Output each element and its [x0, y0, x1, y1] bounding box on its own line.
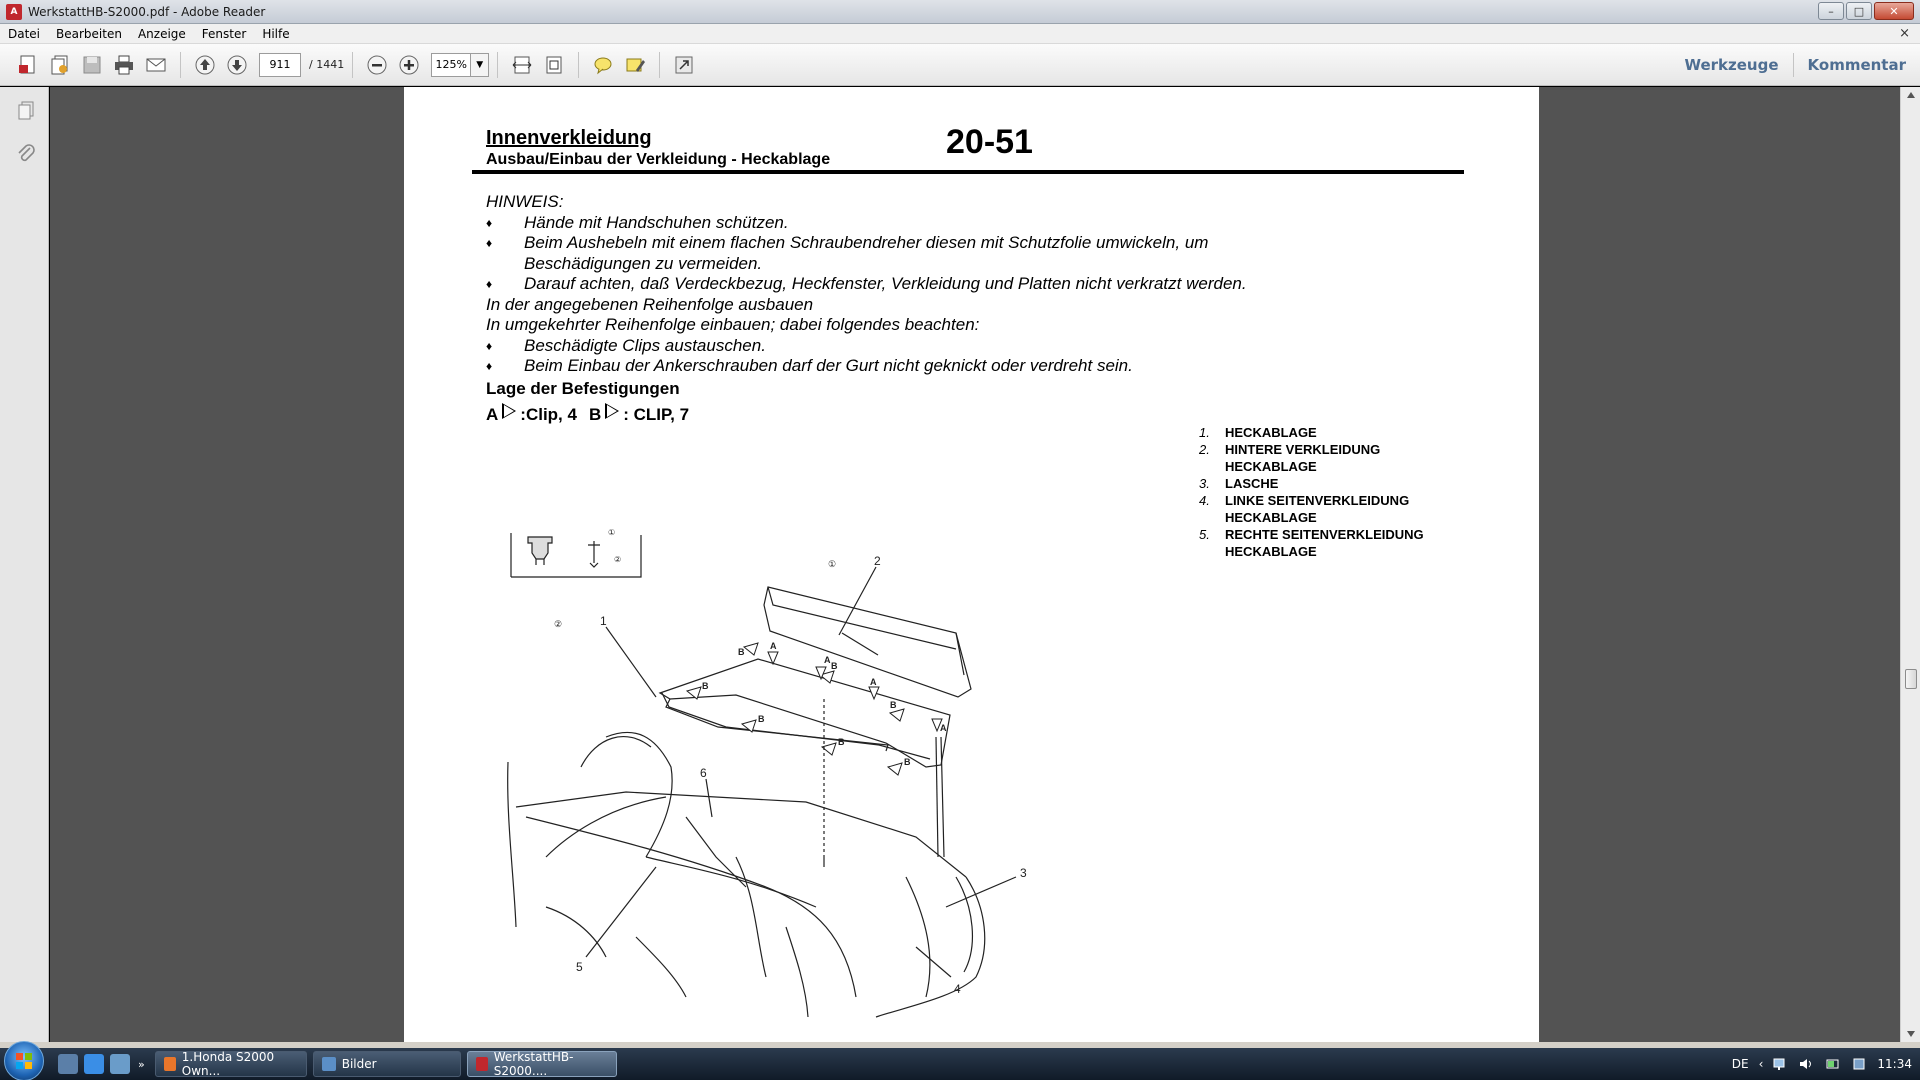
legend-item — [1199, 475, 1445, 492]
clip-icons-box — [511, 528, 641, 577]
diagram-circled-label: ① — [608, 528, 616, 537]
switch-windows-icon[interactable] — [110, 1054, 130, 1074]
close-document-button[interactable]: × — [1899, 26, 1910, 41]
legend-number: 5. — [1199, 527, 1210, 542]
note-line — [486, 315, 1386, 336]
pdf-page — [404, 87, 1539, 1042]
note-line — [486, 295, 1386, 316]
save-icon — [81, 54, 103, 76]
scroll-up-button[interactable] — [1901, 87, 1920, 103]
quicklaunch-overflow[interactable]: » — [138, 1057, 145, 1071]
triangle-marker-icon — [605, 403, 619, 419]
diagram-callout: 6 — [700, 766, 707, 780]
firefox-icon — [164, 1057, 176, 1071]
next-page-button[interactable] — [223, 51, 251, 79]
triangle-up-icon — [1907, 92, 1915, 98]
highlight-button[interactable] — [621, 51, 649, 79]
vertical-scrollbar[interactable] — [1900, 87, 1920, 1042]
menubar — [0, 24, 1920, 44]
bullet-icon: ♦ — [486, 215, 493, 230]
highlight-pen-icon — [624, 54, 646, 76]
taskbar-item[interactable] — [155, 1051, 307, 1077]
zoom-level-input[interactable]: 125% — [431, 53, 471, 77]
diagram-clip-label: B — [831, 661, 838, 671]
scrollbar-thumb[interactable] — [1905, 669, 1917, 689]
zoom-out-button[interactable] — [363, 51, 391, 79]
show-desktop-icon[interactable] — [58, 1054, 78, 1074]
scroll-down-button[interactable] — [1901, 1026, 1920, 1042]
taskbar-item-label: Bilder — [341, 1057, 377, 1071]
fit-width-icon — [511, 54, 533, 76]
combine-files-icon — [49, 54, 71, 76]
triangle-down-icon — [1907, 1031, 1915, 1037]
diagram-clip-label: A — [824, 655, 831, 665]
fasteners-heading: Lage der Befestigungen — [486, 379, 680, 398]
clip-b-label: B — [588, 405, 602, 424]
note-text: In umgekehrter Reihenfolge einbauen; dabei folgendes beachten: — [486, 315, 980, 334]
pages-icon — [16, 100, 36, 122]
adobe-reader-icon: A — [6, 4, 22, 20]
taskbar-item-label: WerkstattHB-S2000.... — [493, 1050, 574, 1078]
diagram-circled-label: ② — [554, 619, 563, 629]
diagram-clip-label: A — [940, 723, 947, 733]
legend-item — [1199, 526, 1445, 560]
minus-circle-icon — [366, 54, 388, 76]
diagram-clip-label: B — [904, 757, 911, 767]
internet-explorer-icon[interactable] — [84, 1054, 104, 1074]
toolbar-separator — [578, 52, 579, 78]
combine-files-button[interactable] — [46, 51, 74, 79]
bullet-icon: ♦ — [486, 236, 493, 250]
tray-expand-button[interactable]: ‹ — [1758, 1057, 1764, 1071]
note-text: Beim Aushebeln mit einem flachen Schraubendreher diesen mit Schutzfolie umwickeln, um — [524, 233, 1209, 252]
note-text: Beim Einbau der Ankerschrauben darf der Gurt nicht geknickt oder verdreht sein. — [524, 356, 1133, 375]
section-title: Innenverkleidung — [486, 127, 652, 149]
window-titlebar — [0, 0, 1920, 24]
comment-panel-link[interactable]: Kommentar — [1807, 56, 1906, 74]
email-icon — [145, 54, 167, 76]
clock[interactable]: 11:34 — [1877, 1057, 1912, 1071]
fit-page-button[interactable] — [540, 51, 568, 79]
clip-b-text: : CLIP, 7 — [623, 405, 690, 424]
diagram-circled-label: ① — [828, 559, 837, 569]
triangle-marker-icon — [502, 403, 516, 419]
clip-a-label: A — [486, 405, 499, 424]
fit-width-button[interactable] — [508, 51, 536, 79]
language-indicator[interactable]: DE — [1731, 1057, 1749, 1071]
start-button[interactable] — [4, 1041, 44, 1080]
bullet-icon: ♦ — [486, 359, 493, 373]
power-icon[interactable] — [1825, 1057, 1841, 1071]
previous-page-button[interactable] — [191, 51, 219, 79]
toolbar-separator — [180, 52, 181, 78]
legend-number: 2. — [1199, 442, 1210, 457]
minimize-button[interactable]: – — [1818, 2, 1844, 20]
zoom-dropdown-button[interactable]: ▼ — [471, 53, 489, 77]
diagram-clip-label: B — [738, 647, 745, 657]
fullscreen-button[interactable] — [670, 51, 698, 79]
page-thumbnails-button[interactable] — [12, 97, 40, 125]
note-line — [486, 356, 1386, 377]
rear-shelf-diagram — [486, 437, 1046, 1027]
note-text: HINWEIS: — [486, 192, 564, 211]
note-line — [486, 254, 1386, 275]
toolbar-separator — [352, 52, 353, 78]
menu-fenster[interactable]: Fenster — [201, 26, 247, 41]
diagram-callout: 5 — [576, 960, 583, 974]
plus-circle-icon — [398, 54, 420, 76]
legend-text: HECKABLAGE — [1225, 425, 1317, 440]
network-icon[interactable] — [1773, 1057, 1789, 1071]
expand-icon — [673, 54, 695, 76]
clip-key — [486, 403, 689, 427]
diagram-circled-label: ② — [614, 555, 622, 564]
legend-item — [1199, 492, 1445, 526]
arrow-down-icon — [226, 54, 248, 76]
adobe-reader-icon — [476, 1057, 488, 1071]
menu-anzeige[interactable]: Anzeige — [137, 26, 186, 41]
diagram-clip-label: B — [758, 714, 765, 724]
print-button[interactable] — [110, 51, 138, 79]
menu-bearbeiten[interactable]: Bearbeiten — [56, 26, 122, 41]
save-button[interactable] — [78, 51, 106, 79]
toolbar — [0, 44, 1920, 86]
note-line — [486, 192, 1386, 213]
document-viewport[interactable] — [50, 87, 1900, 1042]
paperclip-icon — [16, 142, 36, 164]
close-window-button[interactable]: ✕ — [1874, 2, 1914, 20]
legend-number: 1. — [1199, 425, 1210, 440]
taskbar — [0, 1048, 1920, 1080]
diagram-clip-label: B — [702, 681, 709, 691]
diagram-clip-label: B — [890, 700, 897, 710]
create-pdf-button[interactable] — [14, 51, 42, 79]
legend-text: RECHTE SEITENVERKLEIDUNG HECKABLAGE — [1225, 527, 1424, 559]
attachments-button[interactable] — [12, 139, 40, 167]
window-title: WerkstattHB-S2000.pdf - Adobe Reader — [28, 4, 266, 19]
diagram-callout: 3 — [1020, 866, 1027, 880]
diagram-callout: 1 — [600, 614, 607, 628]
note-line — [486, 233, 1386, 254]
toolbar-separator — [497, 52, 498, 78]
note-text: Darauf achten, daß Verdeckbezug, Heckfenster, Verkleidung und Platten nicht verkratzt werden. — [524, 274, 1247, 293]
arrow-up-icon — [194, 54, 216, 76]
taskbar-item[interactable] — [313, 1051, 461, 1077]
fit-page-icon — [543, 54, 565, 76]
legend-number: 3. — [1199, 476, 1210, 491]
diagram-callout: 4 — [954, 982, 961, 996]
page-number-input[interactable]: 911 — [259, 53, 301, 77]
diagram-clip-label: A — [870, 677, 877, 687]
system-tray — [1732, 1048, 1912, 1080]
comment-bubble-icon — [592, 54, 614, 76]
print-icon — [113, 54, 135, 76]
clip-a-text: :Clip, 4 — [520, 405, 577, 424]
maximize-button[interactable]: □ — [1846, 2, 1872, 20]
navigation-pane — [0, 87, 49, 1042]
legend-number: 4. — [1199, 493, 1210, 508]
toolbar-separator — [659, 52, 660, 78]
create-pdf-icon — [17, 54, 39, 76]
tools-panel-link[interactable]: Werkzeuge — [1684, 56, 1779, 74]
bullet-icon: ♦ — [486, 277, 493, 291]
note-line — [486, 213, 1386, 234]
legend-text: LASCHE — [1225, 476, 1279, 491]
legend-item — [1199, 441, 1445, 475]
email-button[interactable] — [142, 51, 170, 79]
diagram-clip-label: A — [770, 641, 777, 651]
diagram-callout: 2 — [874, 554, 881, 568]
note-block — [486, 192, 1386, 377]
note-line — [486, 336, 1386, 357]
diagram-clip-label: B — [838, 737, 845, 747]
taskbar-item-label: 1.Honda S2000 Own... — [181, 1050, 275, 1078]
page-total: / 1441 — [309, 58, 345, 71]
zoom-in-button[interactable] — [395, 51, 423, 79]
volume-icon[interactable] — [1799, 1057, 1815, 1071]
note-text: In der angegebenen Reihenfolge ausbauen — [486, 294, 814, 314]
note-line — [486, 274, 1386, 295]
legend-item — [1199, 424, 1445, 441]
taskbar-item-active[interactable] — [467, 1051, 617, 1077]
parts-legend — [1199, 424, 1445, 560]
header-rule — [472, 170, 1464, 174]
windows-logo-icon — [15, 1052, 33, 1070]
page-number-label: 20-51 — [946, 123, 1033, 161]
legend-text: HINTERE VERKLEIDUNG HECKABLAGE — [1225, 442, 1381, 474]
menu-hilfe[interactable]: Hilfe — [262, 26, 290, 41]
menu-datei[interactable]: Datei — [8, 26, 41, 41]
note-text: Hände mit Handschuhen schützen. — [524, 212, 789, 232]
add-comment-button[interactable] — [589, 51, 617, 79]
safely-remove-icon[interactable] — [1851, 1057, 1867, 1071]
page-subtitle: Ausbau/Einbau der Verkleidung - Heckablage — [486, 151, 831, 168]
bullet-icon: ♦ — [486, 338, 493, 353]
note-text: Beschädigungen zu vermeiden. — [524, 253, 763, 273]
note-text: Beschädigte Clips austauschen. — [524, 335, 766, 355]
folder-icon — [322, 1057, 336, 1071]
legend-text: LINKE SEITENVERKLEIDUNG HECKABLAGE — [1225, 493, 1410, 525]
